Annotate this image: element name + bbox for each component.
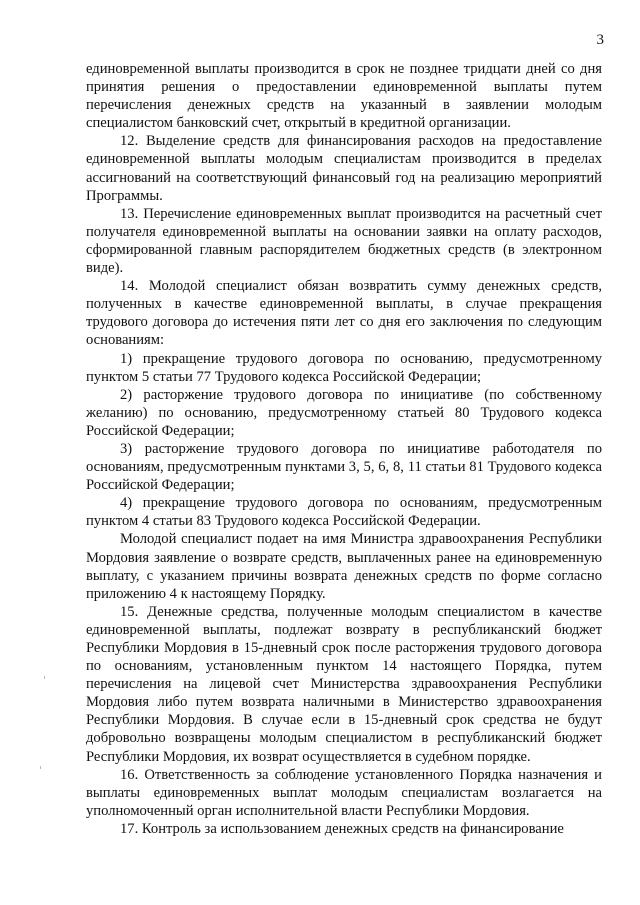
paragraph-13: 13. Перечисление единовременных выплат производится на расчетный счет получателя единовременной выплаты на основании заявки на оплату расходов, сформированной главным распорядителем бюджетных средств (в электронном виде). <box>86 205 602 277</box>
paragraph-15: 15. Денежные средства, полученные молодым специалистом в качестве единовременной выплаты, подлежат возврату в республиканский бюджет Республики Мордовия в 15-дневный срок после расторжения трудового договора по основаниям, установленным пунктом 14 настоящего Порядка, путем перечисления на лицевой счет Министерства здравоохранения Республики Мордовия либо путем возврата наличными в Министерство здравоохранения Республики Мордовия. В случае если в 15-дневный срок средства не будут добровольно возвращены молодым специалистом в республиканский бюджет Республики Мордовия, их возврат осуществляется в судебном порядке. <box>86 603 602 765</box>
margin-scan-mark <box>40 766 41 769</box>
document-body <box>86 60 602 838</box>
paragraph-12: 12. Выделение средств для финансирования расходов на предоставление единовременной выплаты молодым специалистам производится в пределах ассигнований на соответствующий финансовый год на реализацию мероприятий Программы. <box>86 133 602 204</box>
paragraph-14-item-2: 2) расторжение трудового договора по инициативе (по собственному желанию) по основанию, предусмотренному статьей 80 Трудового кодекса Российской Федерации; <box>86 386 602 439</box>
paragraph-14: 14. Молодой специалист обязан возвратить сумму денежных средств, полученных в качестве единовременной выплаты, в случае прекращения трудового договора до истечения пяти лет со дня его заключения по следующим основаниям: <box>86 278 602 349</box>
paragraph-17: 17. Контроль за использованием денежных средств на финансирование <box>120 820 564 837</box>
paragraph-16: 16. Ответственность за соблюдение установленного Порядка назначения и выплаты единовременных выплат молодым специалистам возлагается на уполномоченный орган исполнительной власти Республики Мордовия. <box>86 766 602 819</box>
page-number: 3 <box>596 32 604 48</box>
paragraph-14-item-4: 4) прекращение трудового договора по основаниям, предусмотренным пунктом 4 статьи 83 Трудового кодекса Российской Федерации. <box>86 495 602 530</box>
paragraph-14-item-3: 3) расторжение трудового договора по инициативе работодателя по основаниям, предусмотренным пунктами 3, 5, 6, 8, 11 статьи 81 Трудового кодекса Российской Федерации; <box>86 440 602 494</box>
paragraph-14-item-1: 1) прекращение трудового договора по основанию, предусмотренному пунктом 5 статьи 77 Трудового кодекса Российской Федерации; <box>86 350 602 385</box>
margin-scan-mark <box>44 676 45 679</box>
paragraph-continuation: единовременной выплаты производится в срок не позднее тридцати дней со дня принятия решения о предоставлении единовременной выплаты путем перечисления денежных средств на указанный в заявлении молодым специалистом банковский счет, открытый в кредитной организации. <box>86 61 602 132</box>
paragraph-14-application: Молодой специалист подает на имя Министра здравоохранения Республики Мордовия заявление о возврате средств, выплаченных ранее на единовременную выплату, с указанием причины возврата денежных средств по форме согласно приложению 4 к настоящему Порядку. <box>86 531 602 602</box>
